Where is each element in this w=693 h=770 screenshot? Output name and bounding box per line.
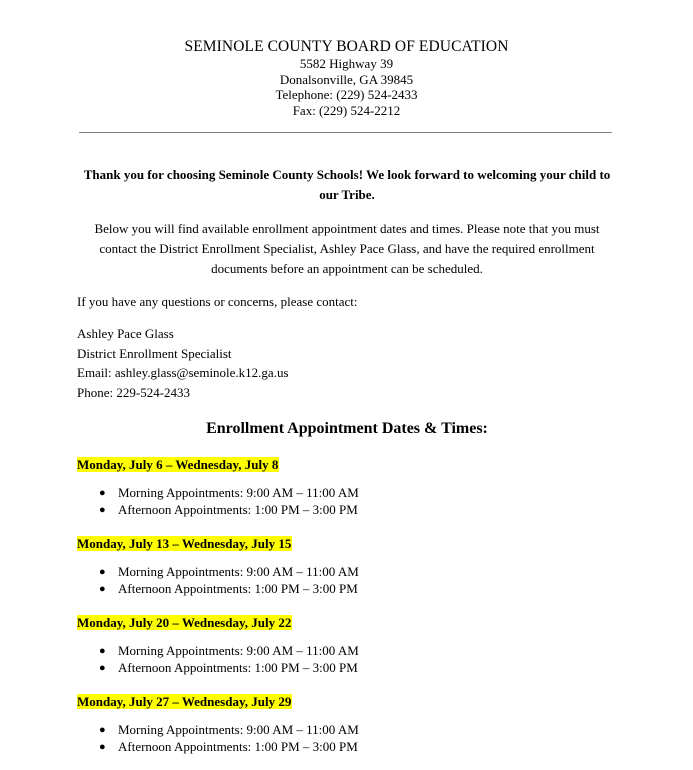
intro-paragraph: Below you will find available enrollment appointment dates and times. Please note that you must contact the District Enrollment Specialist, Ashley Pace Glass, and have the required enrollment documents before an appointment can be scheduled.	[94, 221, 600, 276]
week-dates: Monday, July 27 – Wednesday, July 29	[77, 694, 292, 709]
week-dates: Monday, July 20 – Wednesday, July 22	[77, 615, 292, 630]
afternoon-slot: ● Afternoon Appointments: 1:00 PM – 3:00 PM	[99, 659, 358, 675]
afternoon-slot: ● Afternoon Appointments: 1:00 PM – 3:00 PM	[99, 738, 358, 754]
header-divider	[79, 132, 612, 133]
bullet-icon: ●	[99, 566, 106, 578]
afternoon-slot: ● Afternoon Appointments: 1:00 PM – 3:00 PM	[99, 501, 358, 517]
week-block	[77, 693, 617, 755]
address-line: 5582 Highway 39	[299, 56, 394, 71]
bullet-icon: ●	[99, 582, 106, 595]
bullet-icon: ●	[99, 503, 106, 516]
questions-paragraph: If you have any questions or concerns, please contact:	[77, 294, 358, 309]
telephone-line: Telephone: (229) 524-2433	[275, 87, 418, 102]
letter-body	[77, 165, 617, 755]
contact-email: Email: ashley.glass@seminole.k12.ga.us	[77, 365, 289, 380]
contact-phone: Phone: 229-524-2433	[77, 384, 191, 400]
morning-slot: ● Morning Appointments: 9:00 AM – 11:00 AM	[99, 564, 359, 579]
fax-line: Fax: (229) 524-2212	[292, 102, 401, 118]
letterhead	[0, 0, 693, 118]
contact-block	[77, 324, 617, 402]
appointment-list	[77, 485, 617, 518]
afternoon-slot: ● Afternoon Appointments: 1:00 PM – 3:00 PM	[99, 580, 358, 596]
week-block	[77, 456, 617, 518]
bullet-icon: ●	[99, 645, 106, 657]
appointment-list	[77, 564, 617, 597]
week-block	[77, 614, 617, 676]
morning-slot: ● Morning Appointments: 9:00 AM – 11:00 AM	[99, 722, 359, 737]
schedule-list	[77, 456, 617, 755]
contact-name: Ashley Pace Glass	[77, 326, 174, 341]
bullet-icon: ●	[99, 487, 106, 499]
city-line: Donalsonville, GA 39845	[279, 71, 414, 87]
morning-slot: ● Morning Appointments: 9:00 AM – 11:00 AM	[99, 485, 359, 500]
bullet-icon: ●	[99, 724, 106, 736]
section-title: Enrollment Appointment Dates & Times:	[206, 420, 488, 437]
appointment-list	[77, 722, 617, 755]
week-dates: Monday, July 13 – Wednesday, July 15	[77, 536, 292, 551]
contact-title: District Enrollment Specialist	[77, 345, 232, 361]
thanks-paragraph: Thank you for choosing Seminole County Schools! We look forward to welcoming your child to our Tribe.	[83, 167, 611, 202]
morning-slot: ● Morning Appointments: 9:00 AM – 11:00 AM	[99, 643, 359, 658]
week-dates: Monday, July 6 – Wednesday, July 8	[77, 457, 279, 472]
bullet-icon: ●	[99, 661, 106, 674]
organization-name: SEMINOLE COUNTY BOARD OF EDUCATION	[184, 38, 509, 55]
bullet-icon: ●	[99, 740, 106, 753]
appointment-list	[77, 643, 617, 676]
week-block	[77, 535, 617, 597]
